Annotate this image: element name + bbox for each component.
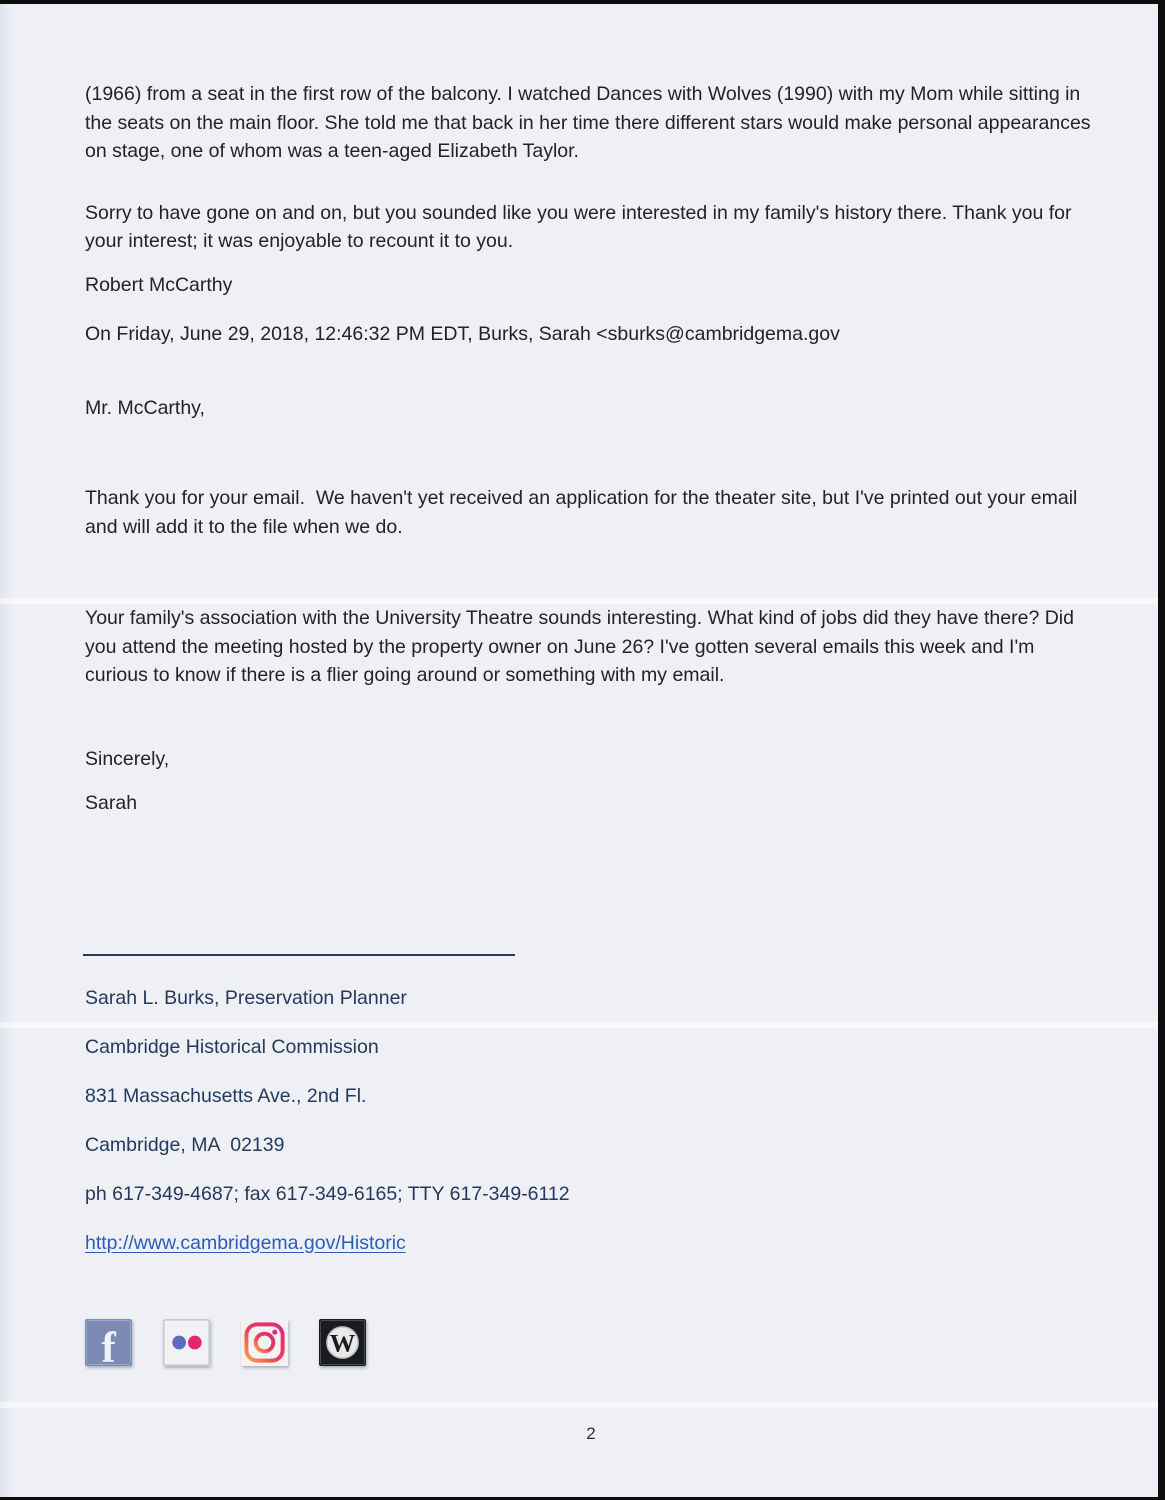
- signature-divider: [83, 954, 515, 956]
- reply-paragraph-1: Thank you for your email. We haven't yet received an application for the theater site, but I've printed out your email and will add it to the file when we do.: [85, 487, 1083, 538]
- social-icons-row: [85, 1319, 1097, 1366]
- website-link[interactable]: http://www.cambridgema.gov/Historic: [85, 1231, 406, 1254]
- reply-closing: Sincerely,: [85, 747, 170, 770]
- scan-edge-left: [0, 4, 12, 1497]
- page-number: 2: [586, 1423, 596, 1443]
- wordpress-icon[interactable]: [319, 1319, 366, 1366]
- instagram-icon[interactable]: [241, 1319, 288, 1366]
- signature-organization: Cambridge Historical Commission: [85, 1035, 379, 1058]
- email-document: [85, 0, 1097, 1446]
- svg-text:f: f: [101, 1324, 116, 1366]
- reply-salutation: Mr. McCarthy,: [85, 396, 205, 419]
- facebook-logo-glyph: [85, 1319, 132, 1366]
- email-sender-name: Robert McCarthy: [85, 273, 233, 296]
- svg-text:W: W: [329, 1327, 356, 1357]
- scan-edge-top: [0, 0, 1165, 4]
- facebook-icon[interactable]: [85, 1319, 132, 1366]
- instagram-logo-glyph: [241, 1319, 288, 1366]
- email-paragraph-2: Sorry to have gone on and on, but you sounded like you were interested in my family's history there. Thank you for your interest; it was enjoyable to recount it to you.: [85, 201, 1077, 252]
- reply-paragraph-2: Your family's association with the University Theatre sounds interesting. What kind of jobs did they have there? Did you attend the meeting hosted by the property owner on June 26? I've gotten several emails this week and I'm curious to know if there is a flier going around or something with my email.: [85, 607, 1080, 686]
- flickr-icon[interactable]: [163, 1319, 210, 1366]
- flickr-logo-glyph: [163, 1319, 210, 1366]
- signature-name-title: Sarah L. Burks, Preservation Planner: [85, 986, 407, 1009]
- signature-phone-numbers: ph 617-349-4687; fax 617-349-6165; TTY 617-349-6112: [85, 1182, 570, 1205]
- reply-signature-short: Sarah: [85, 792, 138, 814]
- wordpress-logo-glyph: [319, 1319, 366, 1366]
- reply-quote-header: On Friday, June 29, 2018, 12:46:32 PM EDT, Burks, Sarah <sburks@cambridgema.gov: [85, 323, 840, 345]
- scan-edge-right: [1158, 0, 1165, 1500]
- signature-website-line: [85, 1229, 1097, 1257]
- signature-address-line1: 831 Massachusetts Ave., 2nd Fl.: [85, 1084, 367, 1107]
- signature-address-line2: Cambridge, MA 02139: [85, 1133, 285, 1156]
- email-paragraph-1: (1966) from a seat in the first row of the balcony. I watched Dances with Wolves (1990) with my Mom while sitting in the seats on the main floor. She told me that back in her time there different stars would make personal appearances on stage, one of whom was a teen-aged Elizabeth Taylor.: [85, 83, 1096, 162]
